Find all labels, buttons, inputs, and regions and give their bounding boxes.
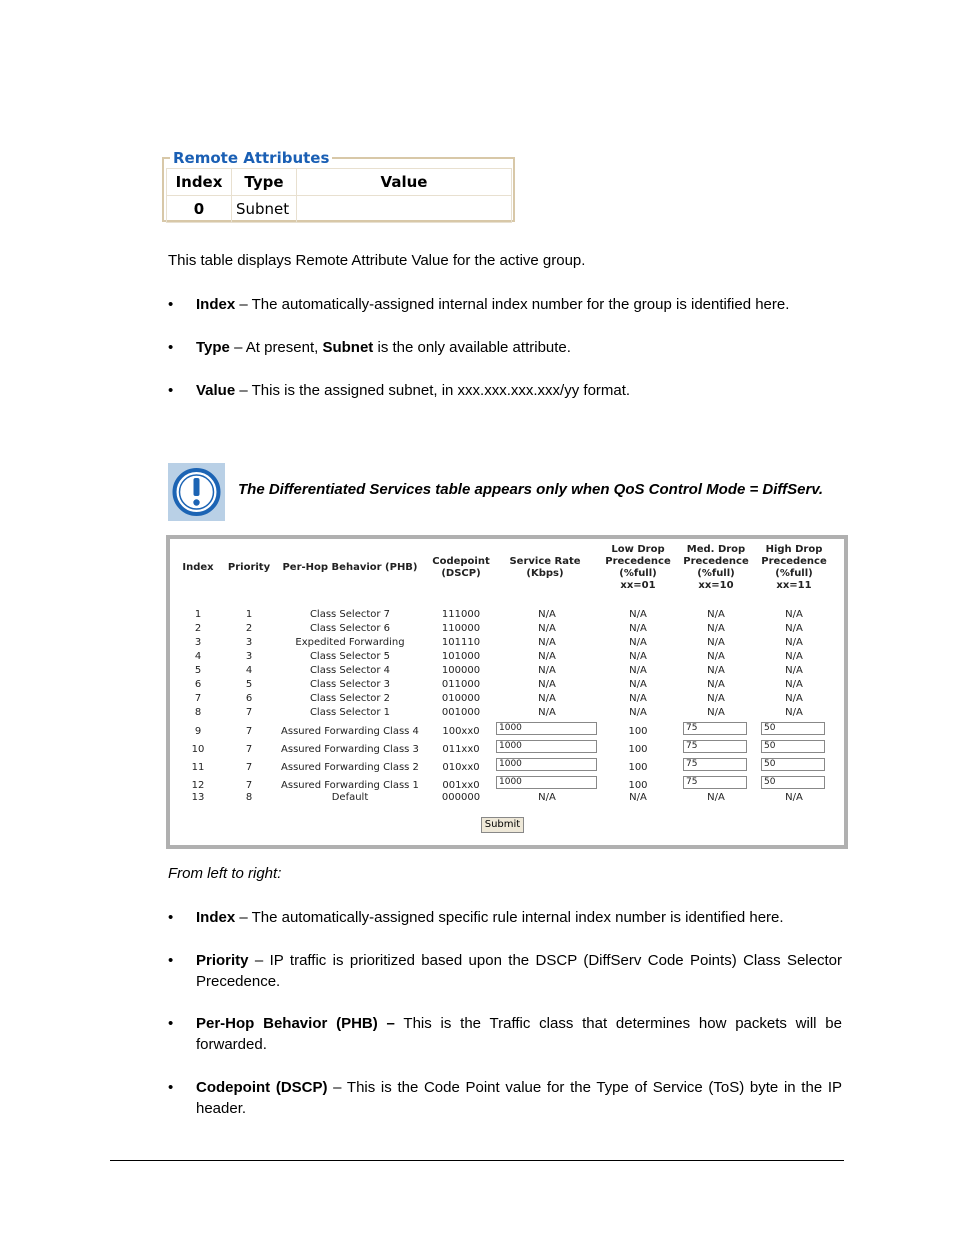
bullet-text: – The automatically-assigned internal index number for the group is identified here. xyxy=(235,296,790,313)
remote-attributes-legend: Remote Attributes xyxy=(170,150,332,166)
ds-cell-index: 11 xyxy=(191,762,205,773)
ds-cell-rate: N/A xyxy=(538,623,556,634)
ds-cell-priority: 7 xyxy=(245,744,253,755)
ds-cell-rate: N/A xyxy=(538,693,556,704)
intro-paragraph: This table displays Remote Attribute Value for the active group. xyxy=(168,252,586,269)
ds-cell-low: N/A xyxy=(629,792,647,803)
ds-cell-index: 13 xyxy=(191,792,205,803)
bullet-term: Value xyxy=(196,382,236,399)
ds-input-med[interactable]: 75 xyxy=(683,740,747,753)
ds-cell-rate: N/A xyxy=(538,792,556,803)
ds-cell-med: N/A xyxy=(707,665,725,676)
ds-header-service-rate xyxy=(500,556,590,580)
ds-cell-index: 5 xyxy=(194,665,202,676)
ds-cell-high: N/A xyxy=(785,623,803,634)
bullet-term: Type xyxy=(196,339,230,356)
ds-cell-phb: Default xyxy=(331,792,369,803)
ds-cell-index: 2 xyxy=(194,623,202,634)
ds-cell-low: N/A xyxy=(629,679,647,690)
ds-input-rate[interactable]: 1000 xyxy=(496,758,597,771)
ds-cell-phb: Class Selector 2 xyxy=(309,693,391,704)
ds-cell-med: N/A xyxy=(707,693,725,704)
ds-cell-phb: Assured Forwarding Class 1 xyxy=(281,780,419,791)
bullet-text: – This is the assigned subnet, in xxx.xxx.xxx.xxx/yy format. xyxy=(235,382,631,399)
ds-header-phb: Per-Hop Behavior (PHB) xyxy=(282,562,418,573)
ra-row-index: 0 xyxy=(167,196,232,223)
ds-header-low-drop xyxy=(598,544,678,592)
ds-cell-priority: 7 xyxy=(245,707,253,718)
ds-cell-low: N/A xyxy=(629,693,647,704)
ds-header-line: (Kbps) xyxy=(526,568,564,579)
bullet-term: Per-Hop Behavior (PHB) – xyxy=(196,1015,395,1032)
ds-input-high[interactable]: 50 xyxy=(761,722,825,735)
ds-input-med[interactable]: 75 xyxy=(683,722,747,735)
ds-cell-priority: 1 xyxy=(245,609,253,620)
ra-header-index: Index xyxy=(167,169,232,196)
bullet-text: – At present, xyxy=(229,339,323,356)
ds-cell-phb: Class Selector 7 xyxy=(309,609,391,620)
ds-cell-dscp: 100xx0 xyxy=(442,726,480,737)
ra-row-type: Subnet xyxy=(232,196,297,223)
exclamation-icon xyxy=(168,463,225,521)
remote-attributes-table xyxy=(166,168,512,223)
bullet-text: is the only available attribute. xyxy=(373,339,571,356)
ds-cell-rate: N/A xyxy=(538,651,556,662)
ds-cell-index: 8 xyxy=(194,707,202,718)
ds-cell-dscp: 001xx0 xyxy=(442,780,480,791)
ds-cell-low: N/A xyxy=(629,637,647,648)
ra-row-value xyxy=(297,196,512,223)
ra-header-type: Type xyxy=(232,169,297,196)
ds-cell-phb: Class Selector 4 xyxy=(309,665,391,676)
ds-cell-med: N/A xyxy=(707,623,725,634)
caption: From left to right: xyxy=(168,865,282,882)
ds-input-high[interactable]: 50 xyxy=(761,740,825,753)
ds-cell-high: N/A xyxy=(785,665,803,676)
ds-header-line: xx=11 xyxy=(776,580,812,591)
ds-input-high[interactable]: 50 xyxy=(761,758,825,771)
ds-cell-phb: Assured Forwarding Class 3 xyxy=(281,744,419,755)
bullet-text: – IP traffic is prioritized based upon the DSCP (DiffServ Code Points) Class Selector Precedence. xyxy=(196,952,842,990)
ds-header-codepoint xyxy=(426,556,496,580)
ds-header-line: xx=10 xyxy=(698,580,734,591)
ds-cell-index: 4 xyxy=(194,651,202,662)
ds-cell-med: N/A xyxy=(707,792,725,803)
ds-cell-med: N/A xyxy=(707,637,725,648)
ds-input-rate[interactable]: 1000 xyxy=(496,776,597,789)
ds-input-med[interactable]: 75 xyxy=(683,758,747,771)
ds-cell-dscp: 110000 xyxy=(441,623,481,634)
ds-header-line: Service Rate xyxy=(509,556,581,567)
ds-cell-index: 6 xyxy=(194,679,202,690)
ds-cell-low: N/A xyxy=(629,609,647,620)
ds-cell-dscp: 010000 xyxy=(441,693,481,704)
ra-header-value: Value xyxy=(297,169,512,196)
ds-cell-phb: Assured Forwarding Class 4 xyxy=(281,726,419,737)
ds-cell-phb: Class Selector 3 xyxy=(309,679,391,690)
ds-header-med-drop xyxy=(676,544,756,592)
ds-cell-phb: Class Selector 5 xyxy=(309,651,391,662)
ds-cell-dscp: 101000 xyxy=(441,651,481,662)
ds-header-line: Codepoint xyxy=(432,556,490,567)
ds-cell-rate: N/A xyxy=(538,665,556,676)
ds-cell-dscp: 000000 xyxy=(441,792,481,803)
ds-cell-med: N/A xyxy=(707,707,725,718)
ds-cell-index: 12 xyxy=(191,780,205,791)
ds-cell-dscp: 011xx0 xyxy=(442,744,480,755)
ds-input-med[interactable]: 75 xyxy=(683,776,747,789)
ds-cell-low: 100 xyxy=(628,780,648,791)
note-text: The Differentiated Services table appears only when QoS Control Mode = DiffServ. xyxy=(238,481,824,498)
ds-input-rate[interactable]: 1000 xyxy=(496,722,597,735)
ds-cell-priority: 2 xyxy=(245,623,253,634)
ds-cell-priority: 3 xyxy=(245,651,253,662)
ds-cell-priority: 7 xyxy=(245,726,253,737)
ds-cell-index: 9 xyxy=(194,726,202,737)
ds-header-line: (%full) xyxy=(697,568,735,579)
ds-header-line: Low Drop xyxy=(611,544,665,555)
ds-cell-phb: Class Selector 6 xyxy=(309,623,391,634)
ds-cell-low: 100 xyxy=(628,762,648,773)
ds-cell-dscp: 111000 xyxy=(441,609,481,620)
ds-cell-phb: Class Selector 1 xyxy=(309,707,391,718)
ds-cell-dscp: 010xx0 xyxy=(442,762,480,773)
ds-cell-high: N/A xyxy=(785,707,803,718)
ds-cell-dscp: 011000 xyxy=(441,679,481,690)
ds-cell-index: 3 xyxy=(194,637,202,648)
bullet-text: This is the Traffic class that determines how packets will be forwarded. xyxy=(196,1015,842,1053)
ds-cell-low: 100 xyxy=(628,744,648,755)
ds-cell-high: N/A xyxy=(785,651,803,662)
ds-cell-index: 7 xyxy=(194,693,202,704)
ds-input-high[interactable]: 50 xyxy=(761,776,825,789)
ds-cell-low: N/A xyxy=(629,623,647,634)
ds-header-line: Precedence xyxy=(605,556,671,567)
bullet-text: – This is the Code Point value for the Type of Service (ToS) byte in the IP header. xyxy=(196,1079,843,1117)
ds-cell-low: 100 xyxy=(628,726,648,737)
ds-cell-med: N/A xyxy=(707,609,725,620)
ds-cell-priority: 6 xyxy=(245,693,253,704)
ds-cell-rate: N/A xyxy=(538,707,556,718)
ds-header-line: Precedence xyxy=(683,556,749,567)
ds-header-line: (%full) xyxy=(619,568,657,579)
ds-cell-priority: 7 xyxy=(245,762,253,773)
ds-cell-rate: N/A xyxy=(538,637,556,648)
submit-button[interactable]: Submit xyxy=(481,817,524,833)
ds-cell-priority: 7 xyxy=(245,780,253,791)
bullet-strong: Subnet xyxy=(322,339,374,356)
ds-cell-priority: 8 xyxy=(245,792,253,803)
ds-cell-priority: 4 xyxy=(245,665,253,676)
footer-rule xyxy=(110,1160,844,1161)
ds-header-line: (%full) xyxy=(775,568,813,579)
ds-cell-rate: N/A xyxy=(538,679,556,690)
ds-cell-med: N/A xyxy=(707,679,725,690)
ds-cell-high: N/A xyxy=(785,792,803,803)
ds-cell-dscp: 100000 xyxy=(441,665,481,676)
ds-input-rate[interactable]: 1000 xyxy=(496,740,597,753)
ds-cell-dscp: 101110 xyxy=(441,637,481,648)
ds-cell-index: 1 xyxy=(194,609,202,620)
ds-cell-med: N/A xyxy=(707,651,725,662)
ds-cell-high: N/A xyxy=(785,679,803,690)
ds-cell-phb: Assured Forwarding Class 2 xyxy=(281,762,419,773)
bullet-term: Index xyxy=(196,296,236,313)
bullet-term: Index xyxy=(196,909,236,926)
ds-header-line: (DSCP) xyxy=(441,568,481,579)
ds-header-line: Precedence xyxy=(761,556,827,567)
ds-cell-high: N/A xyxy=(785,637,803,648)
ds-header-line: High Drop xyxy=(765,544,823,555)
ds-cell-priority: 5 xyxy=(245,679,253,690)
ds-cell-high: N/A xyxy=(785,693,803,704)
ds-cell-low: N/A xyxy=(629,665,647,676)
bullet-term: Codepoint (DSCP) xyxy=(196,1079,328,1096)
ds-header-priority: Priority xyxy=(227,562,271,573)
ds-header-line: Med. Drop xyxy=(686,544,746,555)
ds-cell-low: N/A xyxy=(629,707,647,718)
ds-cell-dscp: 001000 xyxy=(441,707,481,718)
bullet-text: – The automatically-assigned specific rule internal index number is identified here. xyxy=(235,909,784,926)
ds-cell-priority: 3 xyxy=(245,637,253,648)
bullet-term: Priority xyxy=(196,952,249,969)
ds-header-index: Index xyxy=(182,562,214,573)
ds-cell-rate: N/A xyxy=(538,609,556,620)
ds-cell-phb: Expedited Forwarding xyxy=(295,637,405,648)
ds-cell-high: N/A xyxy=(785,609,803,620)
ds-cell-low: N/A xyxy=(629,651,647,662)
ds-cell-index: 10 xyxy=(191,744,205,755)
ds-header-line: xx=01 xyxy=(620,580,656,591)
ds-header-high-drop xyxy=(754,544,834,592)
